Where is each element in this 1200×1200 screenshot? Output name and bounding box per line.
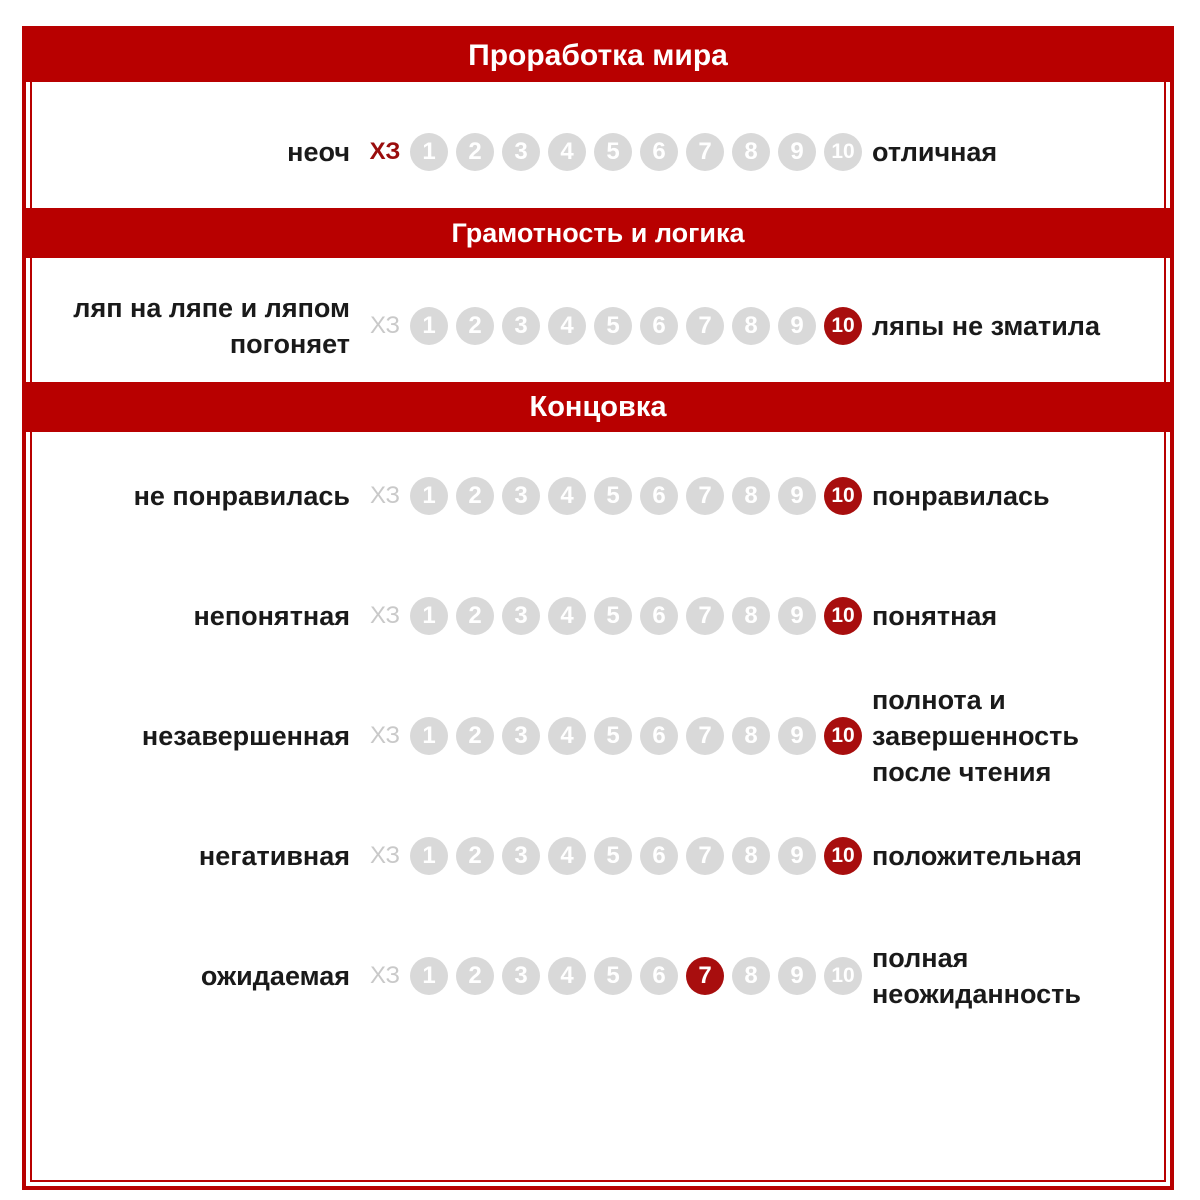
rating-option-5[interactable]: 5 (594, 307, 632, 345)
rating-option-xz[interactable]: ХЗ (370, 842, 400, 869)
rating-high-label: полнота и завершенность после чтения (872, 685, 1079, 787)
rating-option-9[interactable]: 9 (778, 837, 816, 875)
rating-option-10[interactable]: 10 (824, 717, 862, 755)
rating-option-3[interactable]: 3 (502, 307, 540, 345)
rating-option-5[interactable]: 5 (594, 597, 632, 635)
rating-option-8[interactable]: 8 (732, 477, 770, 515)
rating-option-5[interactable]: 5 (594, 477, 632, 515)
rating-option-2[interactable]: 2 (456, 597, 494, 635)
rating-option-8[interactable]: 8 (732, 957, 770, 995)
rating-option-6[interactable]: 6 (640, 477, 678, 515)
rating-option-xz[interactable]: ХЗ (370, 722, 400, 749)
rating-option-xz[interactable]: ХЗ (370, 482, 400, 509)
rating-option-10[interactable]: 10 (824, 307, 862, 345)
rating-scale (410, 133, 862, 171)
rating-option-10[interactable]: 10 (824, 477, 862, 515)
rating-option-3[interactable]: 3 (502, 477, 540, 515)
rating-option-7[interactable]: 7 (686, 597, 724, 635)
rating-low-label: неоч (287, 137, 350, 167)
rating-option-2[interactable]: 2 (456, 133, 494, 171)
rating-option-7[interactable]: 7 (686, 477, 724, 515)
rating-option-8[interactable]: 8 (732, 717, 770, 755)
rating-high-label: положительная (872, 841, 1082, 871)
rating-option-8[interactable]: 8 (732, 307, 770, 345)
rating-low-label: ожидаемая (200, 961, 350, 991)
rating-option-1[interactable]: 1 (410, 957, 448, 995)
rating-scale (410, 717, 862, 755)
rating-option-5[interactable]: 5 (594, 957, 632, 995)
rating-option-1[interactable]: 1 (410, 307, 448, 345)
rating-option-3[interactable]: 3 (502, 597, 540, 635)
rating-option-6[interactable]: 6 (640, 957, 678, 995)
rating-option-2[interactable]: 2 (456, 307, 494, 345)
rating-option-1[interactable]: 1 (410, 477, 448, 515)
rating-option-6[interactable]: 6 (640, 133, 678, 171)
rating-low-label: ляп на ляпе и ляпом погоняет (73, 293, 350, 359)
rating-option-10[interactable]: 10 (824, 957, 862, 995)
rating-high-label: понравилась (872, 481, 1050, 511)
rating-option-4[interactable]: 4 (548, 133, 586, 171)
rating-low-label: незавершенная (141, 721, 350, 751)
rating-option-4[interactable]: 4 (548, 307, 586, 345)
rating-high-label: ляпы не зматила (872, 311, 1100, 341)
rating-option-7[interactable]: 7 (686, 307, 724, 345)
rating-option-2[interactable]: 2 (456, 837, 494, 875)
rating-scale (410, 837, 862, 875)
rating-option-9[interactable]: 9 (778, 597, 816, 635)
rating-option-9[interactable]: 9 (778, 133, 816, 171)
rating-scale (410, 477, 862, 515)
rating-option-5[interactable]: 5 (594, 133, 632, 171)
rating-option-xz[interactable]: ХЗ (370, 962, 400, 989)
rating-card (22, 26, 1174, 1190)
rating-option-1[interactable]: 1 (410, 837, 448, 875)
rating-option-9[interactable]: 9 (778, 717, 816, 755)
rating-option-7[interactable]: 7 (686, 837, 724, 875)
rating-option-9[interactable]: 9 (778, 957, 816, 995)
rating-option-10[interactable]: 10 (824, 133, 862, 171)
rating-option-4[interactable]: 4 (548, 717, 586, 755)
rating-option-3[interactable]: 3 (502, 133, 540, 171)
rating-high-label: отличная (872, 137, 998, 167)
rating-scale (410, 307, 862, 345)
rating-option-xz[interactable]: ХЗ (369, 138, 401, 165)
rating-option-xz[interactable]: ХЗ (370, 312, 400, 339)
rating-option-7[interactable]: 7 (686, 957, 724, 995)
rating-option-8[interactable]: 8 (732, 597, 770, 635)
rating-option-7[interactable]: 7 (686, 133, 724, 171)
rating-option-3[interactable]: 3 (502, 837, 540, 875)
rating-option-6[interactable]: 6 (640, 597, 678, 635)
section-title: Концовка (529, 391, 667, 423)
rating-scale (410, 957, 862, 995)
rating-option-5[interactable]: 5 (594, 717, 632, 755)
rating-option-9[interactable]: 9 (778, 477, 816, 515)
rating-option-5[interactable]: 5 (594, 837, 632, 875)
rating-option-2[interactable]: 2 (456, 717, 494, 755)
rating-option-4[interactable]: 4 (548, 837, 586, 875)
rating-scale (410, 597, 862, 635)
rating-option-6[interactable]: 6 (640, 717, 678, 755)
rating-option-2[interactable]: 2 (456, 477, 494, 515)
section-header-world (26, 30, 1170, 82)
rating-low-label: негативная (198, 841, 350, 871)
rating-option-10[interactable]: 10 (824, 837, 862, 875)
section-header-ending (26, 382, 1170, 432)
rating-option-3[interactable]: 3 (502, 717, 540, 755)
rating-option-3[interactable]: 3 (502, 957, 540, 995)
rating-option-8[interactable]: 8 (732, 837, 770, 875)
rating-high-label: понятная (872, 601, 998, 631)
rating-low-label: непонятная (193, 601, 350, 631)
rating-option-6[interactable]: 6 (640, 837, 678, 875)
rating-option-9[interactable]: 9 (778, 307, 816, 345)
rating-option-2[interactable]: 2 (456, 957, 494, 995)
rating-option-xz[interactable]: ХЗ (370, 602, 400, 629)
rating-option-4[interactable]: 4 (548, 477, 586, 515)
rating-option-1[interactable]: 1 (410, 597, 448, 635)
section-title: Грамотность и логика (451, 218, 745, 248)
rating-option-1[interactable]: 1 (410, 717, 448, 755)
rating-option-4[interactable]: 4 (548, 597, 586, 635)
section-header-literacy (26, 208, 1170, 258)
rating-high-label: полная неожиданность (872, 943, 1081, 1009)
rating-option-8[interactable]: 8 (732, 133, 770, 171)
rating-option-6[interactable]: 6 (640, 307, 678, 345)
rating-low-label: не понравилась (133, 481, 350, 511)
section-title: Проработка мира (468, 39, 728, 72)
rating-option-10[interactable]: 10 (824, 597, 862, 635)
rating-option-1[interactable]: 1 (410, 133, 448, 171)
rating-option-7[interactable]: 7 (686, 717, 724, 755)
rating-option-4[interactable]: 4 (548, 957, 586, 995)
